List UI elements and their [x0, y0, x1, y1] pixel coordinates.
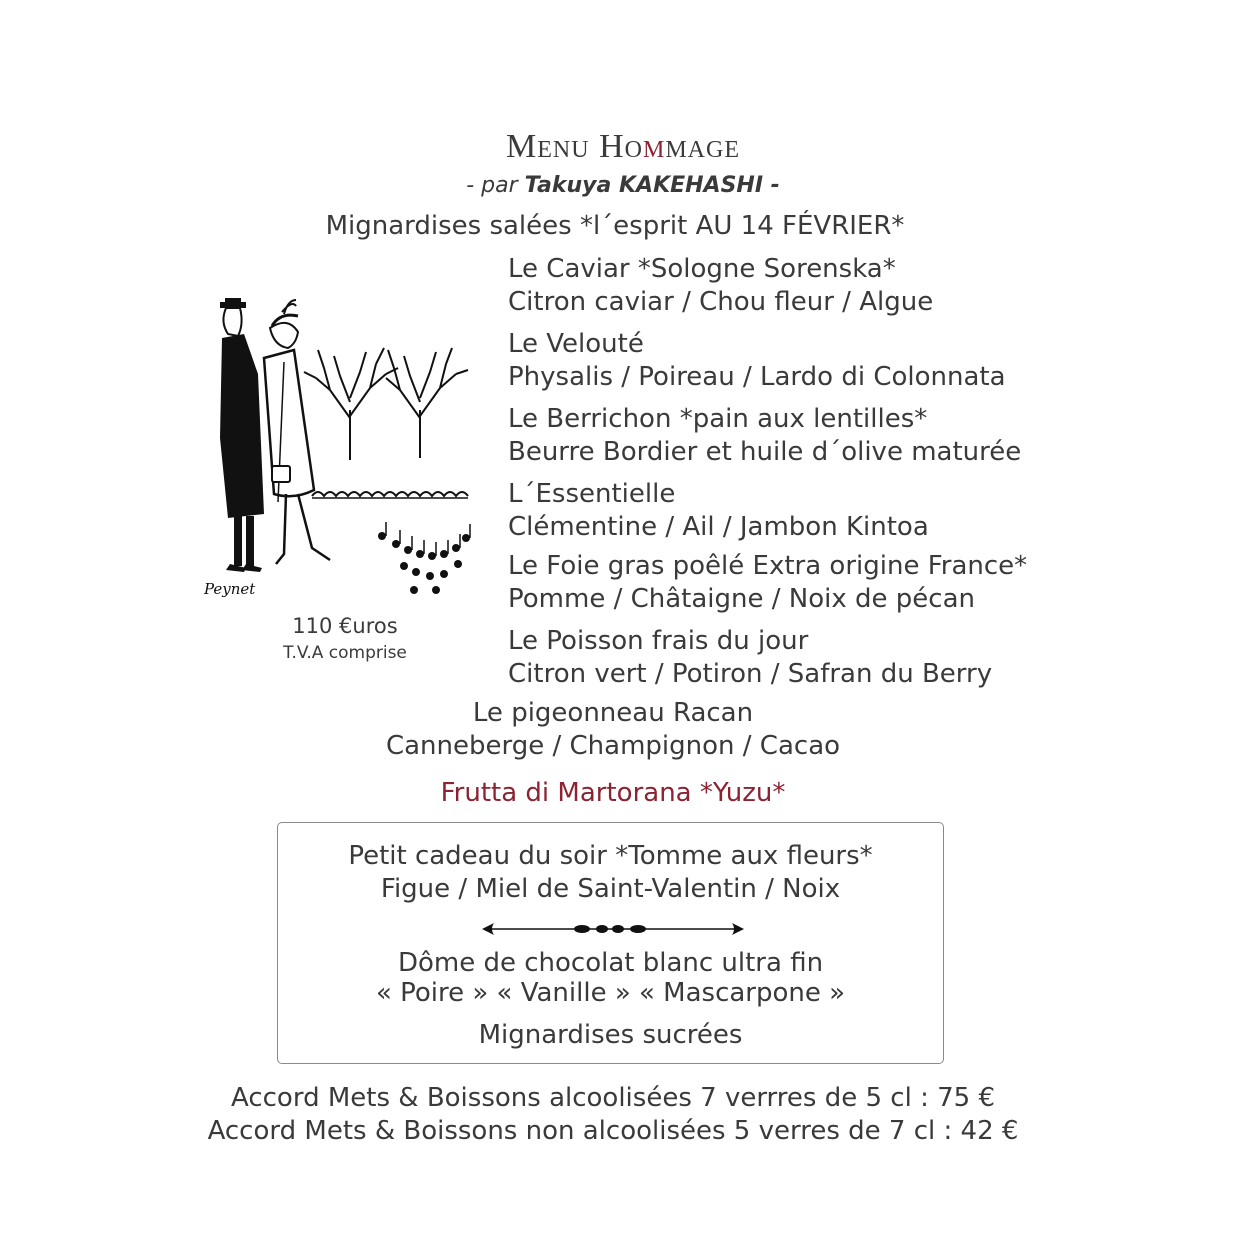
menu-price: 110 €uros — [292, 614, 398, 638]
title-part: mage — [665, 128, 740, 165]
chef-name: Takuya KAKEHASHI - — [524, 173, 780, 198]
dessert-detail: « Poire » « Vanille » « Mascarpone » — [375, 978, 846, 1008]
decorative-divider-icon — [478, 919, 748, 939]
title-part: Menu Ho — [506, 128, 643, 165]
dessert-box — [277, 822, 944, 1064]
tax-note: T.V.A comprise — [283, 643, 407, 663]
pairing-line: Accord Mets & Boissons alcoolisées 7 verrres de 5 cl : 75 € — [231, 1083, 995, 1113]
course-detail: Physalis / Poireau / Lardo di Colonnata — [508, 362, 1006, 392]
couple-illustration — [200, 298, 490, 608]
course-name: Le Caviar *Sologne Sorenska* — [508, 254, 896, 284]
course-name: Le Berrichon *pain aux lentilles* — [508, 404, 928, 434]
pre-dessert: Frutta di Martorana *Yuzu* — [440, 778, 786, 808]
artist-signature: Peynet — [204, 580, 256, 598]
course-name: L´Essentielle — [508, 479, 676, 509]
course-detail: Pomme / Châtaigne / Noix de pécan — [508, 584, 975, 614]
course-name: Le Foie gras poêlé Extra origine France* — [508, 551, 1028, 581]
subtitle-prefix: - par — [466, 173, 525, 198]
main-course — [0, 697, 1226, 763]
course-name: Le pigeonneau Racan — [472, 698, 754, 728]
cheese-name: Petit cadeau du soir *Tomme aux fleurs* — [348, 841, 873, 871]
cheese-detail: Figue / Miel de Saint-Valentin / Noix — [380, 874, 841, 904]
course-detail: Citron vert / Potiron / Safran du Berry — [508, 659, 993, 689]
menu-title — [0, 128, 1246, 166]
course-detail: Citron caviar / Chou fleur / Algue — [508, 287, 934, 317]
course-name: Le Velouté — [508, 329, 644, 359]
course-name: Le Poisson frais du jour — [508, 626, 809, 656]
title-accent-letter: m — [642, 128, 666, 165]
amuse-bouche-line: Mignardises salées *l´esprit AU 14 FÉVRIER* — [325, 211, 905, 241]
course-detail: Canneberge / Champignon / Cacao — [385, 731, 841, 761]
pairing-line: Accord Mets & Boissons non alcoolisées 5 verres de 7 cl : 42 € — [207, 1116, 1019, 1146]
chef-subtitle — [0, 173, 1246, 198]
course-detail: Clémentine / Ail / Jambon Kintoa — [508, 512, 929, 542]
course-detail: Beurre Bordier et huile d´olive maturée — [508, 437, 1022, 467]
dessert-name: Dôme de chocolat blanc ultra fin — [397, 948, 824, 978]
petits-fours: Mignardises sucrées — [478, 1020, 743, 1050]
wine-pairings — [0, 1082, 1226, 1148]
